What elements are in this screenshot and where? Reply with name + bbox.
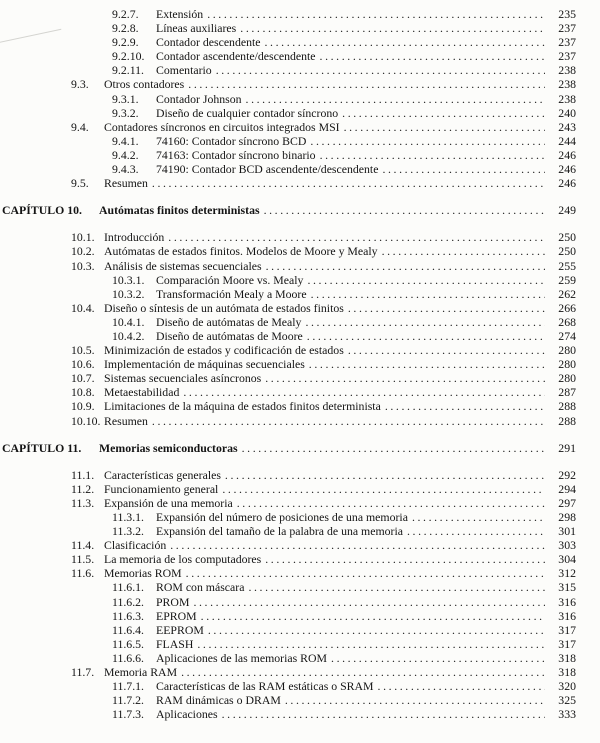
toc-entry-10-8 (2, 385, 576, 399)
toc-entry-number: 10.4. (71, 300, 95, 315)
toc-entry-title: Clasificación (104, 538, 167, 553)
toc-entry-page: 312 (558, 566, 576, 581)
toc-entry-page: 246 (558, 147, 576, 162)
toc-entry-page: 280 (558, 357, 576, 372)
dot-leader (201, 609, 545, 623)
toc-entry-9-2-8 (2, 21, 576, 35)
toc-entry-number: 10.5. (71, 343, 95, 358)
toc-entry-number: 9.2.7. (112, 7, 139, 21)
toc-entry-page: 292 (558, 467, 576, 482)
toc-entry-title: Contador Johnson (156, 91, 242, 106)
toc-entry-number: 9.3.1. (112, 91, 139, 106)
toc-entry-number: 11.6. (71, 566, 95, 581)
dot-leader (285, 693, 545, 707)
toc-entry-title: Comentario (156, 63, 212, 78)
toc-entry-page: 333 (558, 707, 576, 722)
dot-leader (181, 665, 545, 679)
toc-entry-page: 318 (558, 650, 576, 665)
toc-entry-page: 287 (558, 385, 576, 400)
dot-leader (246, 92, 545, 106)
toc-entry-title: Metaestabilidad (104, 385, 180, 400)
toc-entry-page: 237 (558, 35, 576, 50)
toc-entry-number: 11.6.4. (112, 622, 145, 637)
toc-entry-title: Características de las RAM estáticas o SRAM (156, 679, 374, 694)
toc-entry-9-4-3 (2, 162, 576, 176)
toc-entry-CAP-TULO-11 (2, 441, 576, 455)
toc-entry-title: FLASH (156, 636, 194, 651)
toc-entry-page: 280 (558, 343, 576, 358)
dot-leader (344, 120, 545, 134)
toc-entry-title: Minimización de estados y codificación de estados (104, 343, 344, 358)
dot-leader (183, 385, 545, 399)
toc-entry-page: 237 (558, 49, 576, 64)
toc-entry-10-10 (2, 414, 576, 428)
toc-entry-number: 10.3. (71, 258, 95, 273)
toc-entry-number: 9.2.10. (112, 49, 145, 64)
toc-entry-title: Otros contadores (104, 77, 185, 92)
toc-entry-page: 280 (558, 371, 576, 386)
dot-leader (222, 482, 545, 496)
dot-leader (264, 203, 545, 217)
toc-entry-number: 10.10. (71, 413, 101, 428)
toc-entry-title: Análisis de sistemas secuenciales (104, 258, 262, 273)
toc-entry-title: Introducción (104, 230, 165, 245)
toc-entry-title: Diseño de autómatas de Mealy (156, 314, 302, 329)
dot-leader (216, 63, 545, 77)
toc-entry-10-9 (2, 399, 576, 413)
toc-entry-page: 249 (558, 203, 576, 218)
dot-leader (309, 357, 545, 371)
toc-entry-page: 240 (558, 105, 576, 120)
toc-entry-number: 9.3.2. (112, 105, 139, 120)
toc-entry-title: Diseño de cualquier contador síncrono (156, 105, 339, 120)
toc-entry-page: 246 (558, 162, 576, 177)
dot-leader (186, 566, 545, 580)
toc-entry-number: 9.5. (71, 176, 89, 191)
dot-leader (265, 552, 545, 566)
toc-entry-number: CAPÍTULO 11. (2, 440, 82, 455)
dot-leader (320, 148, 545, 162)
toc-entry-number: 11.4. (71, 538, 95, 553)
dot-leader (266, 259, 545, 273)
toc-entry-9-3-2 (2, 106, 576, 120)
toc-entry-title: Contador ascendente/descendente (156, 49, 316, 64)
toc-entry-number: 10.3.1. (112, 272, 145, 287)
toc-entry-title: La memoria de los computadores (104, 552, 262, 567)
toc-entry-page: 301 (558, 524, 576, 539)
toc-entry-10-2 (2, 244, 576, 258)
toc-entry-title: EEPROM (156, 622, 204, 637)
dot-leader (331, 651, 545, 665)
toc-entry-title: Comparación Moore vs. Mealy (156, 272, 304, 287)
toc-entry-title: Aplicaciones (156, 707, 218, 722)
toc-entry-page: 288 (558, 399, 576, 414)
toc-entry-11-6 (2, 566, 576, 580)
toc-entry-page: 291 (558, 440, 576, 455)
toc-entry-title: Aplicaciones de las memorias ROM (156, 650, 328, 665)
toc-entry-page: 250 (558, 244, 576, 259)
toc-entry-11-6-2 (2, 595, 576, 609)
toc-entry-number: 10.7. (71, 371, 95, 386)
toc-entry-page: 238 (558, 63, 576, 78)
toc-entry-page: 318 (558, 665, 576, 680)
toc-entry-number: 9.2.9. (112, 35, 139, 50)
toc-entry-9-3 (2, 77, 576, 91)
toc-entry-number: 9.3. (71, 77, 89, 92)
dot-leader (265, 371, 545, 385)
toc-entry-number: 9.2.8. (112, 21, 139, 36)
toc-entry-number: 11.6.5. (112, 636, 145, 651)
toc-entry-10-4-2 (2, 329, 576, 343)
toc-entry-11-6-3 (2, 609, 576, 623)
toc-entry-10-1 (2, 230, 576, 244)
toc-entry-number: 10.2. (71, 244, 95, 259)
toc-entry-11-6-4 (2, 623, 576, 637)
toc-entry-page: 294 (558, 481, 576, 496)
toc-entry-11-1 (2, 468, 576, 482)
dot-leader (170, 538, 545, 552)
toc-entry-title: Expansión del tamaño de la palabra de una memoria (156, 524, 403, 539)
dot-leader (207, 7, 545, 21)
dot-leader (307, 329, 545, 343)
dot-leader (222, 707, 545, 721)
toc-entry-9-2-10 (2, 49, 576, 63)
toc-entry-number: 10.1. (71, 230, 95, 245)
toc-entry-10-3-2 (2, 287, 576, 301)
toc-entry-number: 11.2. (71, 481, 95, 496)
toc-entry-number: 9.2.11. (112, 63, 145, 78)
toc-entry-11-3-2 (2, 524, 576, 538)
toc-entry-title: Memorias ROM (104, 566, 182, 581)
toc-entry-9-4-1 (2, 134, 576, 148)
toc-entry-title: RAM dinámicas o DRAM (156, 693, 281, 708)
toc-entry-page: 268 (558, 314, 576, 329)
toc-entry-page: 237 (558, 21, 576, 36)
toc-entry-title: Expansión del número de posiciones de una memoria (156, 510, 408, 524)
toc-entry-page: 274 (558, 328, 576, 343)
toc-entry-page: 298 (558, 510, 576, 524)
dot-leader (310, 134, 545, 148)
toc-entry-number: 10.4.2. (112, 328, 145, 343)
toc-entry-title: Resumen (104, 413, 148, 428)
toc-entry-page: 243 (558, 119, 576, 134)
toc-entry-11-3-1 (2, 510, 576, 524)
toc-entry-page: 288 (558, 413, 576, 428)
toc-entry-page: 246 (558, 176, 576, 191)
toc-entry-number: 10.4.1. (112, 314, 145, 329)
toc-entry-title: Autómatas de estados finitos. Modelos de Moore y Mealy (104, 244, 378, 259)
toc-entry-title: Contadores síncronos en circuitos integrados MSI (104, 119, 340, 134)
toc-entry-page: 250 (558, 230, 576, 245)
toc-entry-page: 266 (558, 300, 576, 315)
toc-entry-number: 11.1. (71, 467, 95, 482)
toc-entry-title: Sistemas secuenciales asíncronos (104, 371, 262, 386)
toc-entry-number: 11.5. (71, 552, 95, 567)
toc-entry-page: 235 (558, 7, 576, 21)
toc-entry-11-7-2 (2, 693, 576, 707)
dot-leader (320, 49, 545, 63)
toc-entry-11-7 (2, 665, 576, 679)
toc-entry-11-5 (2, 552, 576, 566)
dot-leader (382, 162, 545, 176)
toc-entry-title: Resumen (104, 176, 148, 191)
toc-entry-title: Contador descendente (156, 35, 261, 50)
toc-entry-9-4 (2, 120, 576, 134)
dot-leader (193, 595, 545, 609)
toc-entry-title: Diseño de autómatas de Moore (156, 328, 303, 343)
toc-entry-number: 9.4.2. (112, 147, 139, 162)
toc-entry-number: 11.3.2. (112, 524, 145, 539)
toc-entry-number: CAPÍTULO 10. (2, 203, 82, 218)
toc-entry-11-3 (2, 496, 576, 510)
toc-entry-title: Expansión de una memoria (104, 495, 233, 510)
toc-entry-9-2-7 (2, 7, 576, 21)
toc-entry-number: 11.3. (71, 495, 95, 510)
toc-entry-number: 9.4.1. (112, 133, 139, 148)
toc-entry-page: 238 (558, 91, 576, 106)
toc-entry-11-4 (2, 538, 576, 552)
toc-entry-10-3-1 (2, 273, 576, 287)
dot-leader (305, 315, 545, 329)
toc-entry-title: EPROM (156, 608, 197, 623)
toc-entry-title: Características generales (104, 467, 221, 482)
toc-entry-number: 10.9. (71, 399, 95, 414)
dot-leader (407, 524, 545, 538)
dot-leader (188, 77, 545, 91)
toc-entry-11-6-1 (2, 580, 576, 594)
toc-entry-9-4-2 (2, 148, 576, 162)
toc-entry-title: 74190: Contador BCD ascendente/descendente (156, 162, 379, 177)
toc-entry-9-5 (2, 176, 576, 190)
toc-entry-title: Autómatas finitos deterministas (99, 203, 260, 218)
toc-entry-11-6-5 (2, 637, 576, 651)
toc-entry-number: 10.3.2. (112, 286, 145, 301)
toc-entry-number: 11.3.1. (112, 510, 145, 524)
toc-entry-title: Memorias semiconductoras (99, 440, 238, 455)
dot-leader (237, 496, 545, 510)
toc-entry-number: 11.6.6. (112, 650, 145, 665)
toc-entry-page: 317 (558, 636, 576, 651)
toc-entry-11-7-3 (2, 707, 576, 721)
toc-entry-page: 262 (558, 286, 576, 301)
toc-entry-title: 74163: Contador síncrono binario (156, 147, 316, 162)
toc-entry-number: 11.6.2. (112, 594, 145, 609)
dot-leader (208, 623, 545, 637)
toc-entry-number: 11.6.1. (112, 580, 145, 595)
toc-entry-number: 9.4.3. (112, 162, 139, 177)
toc-entry-number: 11.6.3. (112, 608, 145, 623)
dot-leader (168, 230, 545, 244)
toc-entry-10-3 (2, 259, 576, 273)
toc-entry-page: 238 (558, 77, 576, 92)
dot-leader (412, 510, 545, 524)
dot-leader (197, 637, 545, 651)
toc-entry-page: 315 (558, 580, 576, 595)
toc-entry-10-5 (2, 343, 576, 357)
dot-leader (248, 580, 545, 594)
toc-entry-title: Diseño o síntesis de un autómata de estados finitos (104, 300, 344, 315)
toc-entry-10-4 (2, 301, 576, 315)
toc-entry-title: Transformación Mealy a Moore (156, 286, 307, 301)
dot-leader (242, 441, 545, 455)
dot-leader (385, 399, 545, 413)
toc-entry-number: 10.8. (71, 385, 95, 400)
toc-entry-9-2-9 (2, 35, 576, 49)
toc-entry-page: 304 (558, 552, 576, 567)
toc-entry-10-7 (2, 371, 576, 385)
toc-entry-page: 255 (558, 258, 576, 273)
toc-entry-number: 11.7.2. (112, 693, 145, 708)
dot-leader (225, 468, 545, 482)
toc-entry-page: 303 (558, 538, 576, 553)
toc-entry-9-2-11 (2, 63, 576, 77)
toc-entry-title: Funcionamiento general (104, 481, 219, 496)
toc-entry-page: 316 (558, 608, 576, 623)
dot-leader (348, 301, 545, 315)
toc-entry-number: 9.4. (71, 119, 89, 134)
toc-entry-page: 320 (558, 679, 576, 694)
dot-leader (152, 414, 545, 428)
dot-leader (342, 106, 545, 120)
toc-entry-11-7-1 (2, 679, 576, 693)
toc-entry-title: Limitaciones de la máquina de estados finitos determinista (104, 399, 381, 414)
toc-entry-title: Líneas auxiliares (156, 21, 237, 36)
toc-entry-page: 259 (558, 272, 576, 287)
toc-entry-number: 11.7. (71, 665, 95, 680)
dot-leader (240, 21, 545, 35)
toc-entry-number: 10.6. (71, 357, 95, 372)
toc-entry-9-3-1 (2, 92, 576, 106)
toc-entry-number: 11.7.1. (112, 679, 145, 694)
dot-leader (311, 287, 545, 301)
toc-entry-10-6 (2, 357, 576, 371)
toc-entry-CAP-TULO-10 (2, 203, 576, 217)
toc-entry-title: PROM (156, 594, 190, 609)
toc-entries (2, 7, 576, 721)
dot-leader (265, 35, 546, 49)
dot-leader (382, 244, 545, 258)
toc-entry-title: Memoria RAM (104, 665, 178, 680)
toc-entry-page: 325 (558, 693, 576, 708)
toc-entry-title: 74160: Contador síncrono BCD (156, 133, 307, 148)
toc-entry-page: 297 (558, 495, 576, 510)
toc-entry-11-2 (2, 482, 576, 496)
dot-leader (152, 176, 545, 190)
toc-entry-title: Extensión (156, 7, 204, 21)
toc-entry-title: Implementación de máquinas secuenciales (104, 357, 305, 372)
toc-entry-10-4-1 (2, 315, 576, 329)
toc-entry-page: 244 (558, 133, 576, 148)
dot-leader (348, 343, 545, 357)
toc-entry-title: ROM con máscara (156, 580, 245, 595)
dot-leader (307, 273, 545, 287)
toc-entry-page: 317 (558, 622, 576, 637)
toc-entry-page: 316 (558, 594, 576, 609)
toc-entry-number: 11.7.3. (112, 707, 145, 722)
toc-entry-11-6-6 (2, 651, 576, 665)
dot-leader (378, 679, 545, 693)
